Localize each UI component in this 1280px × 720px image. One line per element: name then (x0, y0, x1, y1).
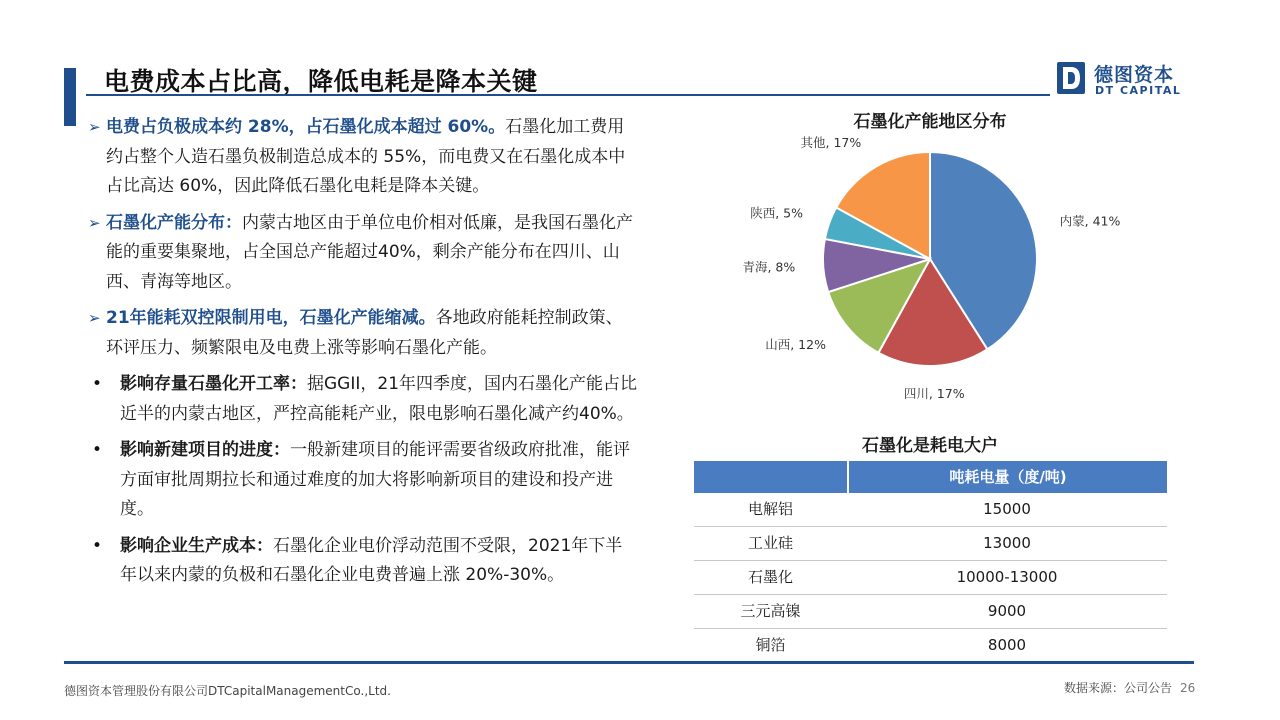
table-row (694, 629, 1167, 663)
logo-text-en: DT CAPITAL (1095, 84, 1182, 97)
arrow-bullet-icon: ➢ (88, 118, 101, 136)
dot-bullet-icon: • (92, 374, 103, 394)
pie-slice-label: 其他, 17% (800, 134, 862, 150)
table-cell: 铜箔 (755, 636, 786, 654)
table-title: 石墨化是耗电大户 (862, 436, 998, 456)
arrow-bullet-icon: ➢ (88, 213, 101, 232)
subpoint-head: 影响存量石墨化开工率： (120, 374, 307, 394)
page-number: 26 (1180, 681, 1196, 695)
table-header-row (694, 461, 1167, 493)
table-cell: 10000-13000 (956, 568, 1058, 586)
pie-slice-label: 山西, 12% (765, 337, 826, 353)
footer-source-block (1064, 679, 1195, 696)
subpoint-head: 影响企业生产成本： (120, 535, 273, 556)
pie-slice-label: 内蒙, 41% (1059, 213, 1121, 229)
dot-bullet-icon: • (92, 535, 103, 556)
point-text: 各地政府能耗控制政策、环评压力、频繁限电及电费上涨等影响石墨化产能。 (106, 308, 623, 358)
table-row (694, 493, 1167, 527)
footer-company: 德图资本管理股份有限公司DTCapitalManagementCo.,Ltd. (64, 684, 391, 698)
table-cell: 8000 (987, 636, 1027, 654)
dot-bullet-icon: • (92, 440, 103, 460)
table-cell: 电解铝 (747, 500, 793, 518)
table-cell: 9000 (987, 602, 1027, 620)
page-title: 电费成本占比高，降低电耗是降本关键 (104, 67, 538, 96)
point-text: 石墨化加工费用约占整个人造石墨负极制造总成本的 55%，而电费又在石墨化成本中占比高达 60%，因此降低石墨化电耗是降本关键。 (106, 117, 626, 196)
point-head: 石墨化产能分布： (106, 212, 242, 233)
subpoint-head: 影响新建项目的进度： (120, 440, 290, 460)
arrow-bullet-icon: ➢ (88, 309, 101, 327)
subpoint-text: 一般新建项目的能评需要省级政府批准，能评方面审批周期拉长和通过难度的加大将影响新项目的建设和投产进度。 (120, 440, 630, 519)
table-row (694, 595, 1167, 629)
logo-text-cn: 德图资本 (1094, 64, 1175, 86)
table-cell: 13000 (983, 534, 1031, 552)
point-head: 21年能耗双控限制用电，石墨化产能缩减。 (106, 308, 436, 328)
point-head: 电费占负极成本约 28%，占石墨化成本超过 60%。 (106, 117, 506, 137)
pie-slice-label: 四川, 17% (903, 385, 965, 401)
table-cell: 15000 (983, 500, 1031, 518)
table-row (694, 561, 1167, 595)
point-text: 内蒙古地区由于单位电价相对低廉，是我国石墨化产能的重要集聚地，占全国总产能超过40%，剩余产能分布在四川、山西、青海等地区。 (106, 212, 633, 292)
table-cell: 石墨化 (747, 568, 793, 586)
table-header-cell (694, 461, 849, 493)
table-header-cell: 吨耗电量（度/吨) (949, 468, 1067, 486)
table-row (694, 527, 1167, 561)
pie-slice-label: 陕西, 5% (750, 205, 803, 221)
table-cell: 工业硅 (747, 534, 793, 552)
subpoint-text: 石墨化企业电价浮动范围不受限，2021年下半年以来内蒙的负极和石墨化企业电费普遍上涨 20%-30%。 (120, 535, 623, 585)
footer-source: 数据来源：公司公告 (1064, 681, 1173, 695)
pie-slice-label: 青海, 8% (742, 259, 796, 275)
table-cell: 三元高镍 (740, 602, 801, 620)
power-consumption-table (694, 461, 1167, 663)
subpoint-text: 据GGII，21年四季度，国内石墨化产能占比近半的内蒙古地区，严控高能耗产业，限电影响石墨化减产约40%。 (120, 374, 638, 424)
pie-chart-title: 石墨化产能地区分布 (853, 112, 1007, 132)
footer-divider (64, 661, 1194, 664)
